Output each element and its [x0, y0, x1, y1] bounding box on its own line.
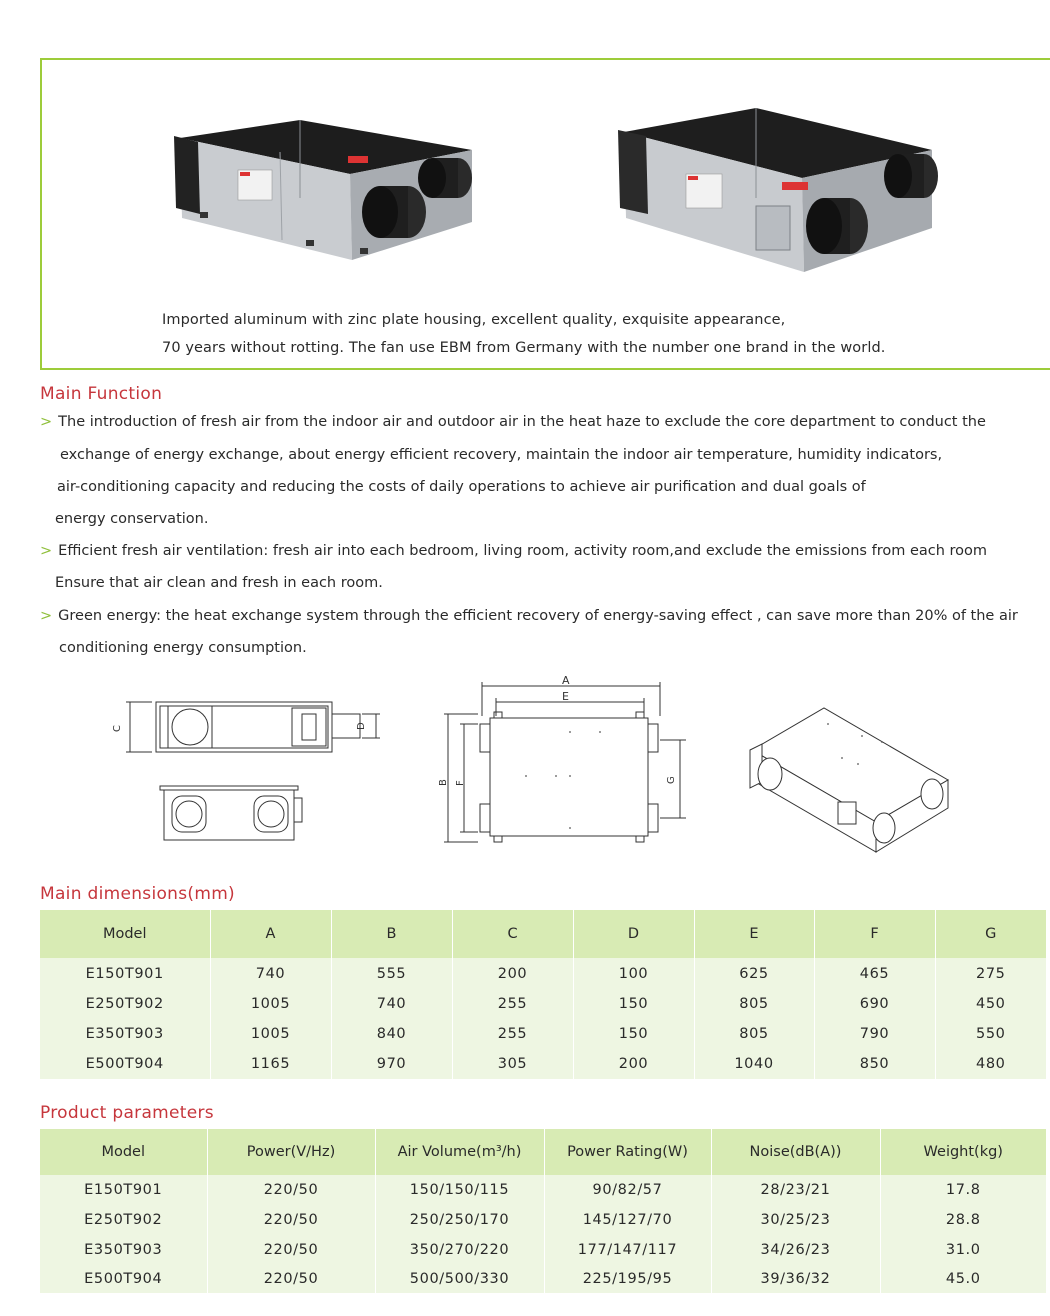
table-cell: 200: [573, 1049, 694, 1079]
dim-header-a: A: [210, 910, 331, 958]
product-photo-2: [606, 96, 942, 282]
table-cell: E350T903: [40, 1019, 210, 1049]
dim-header-c: C: [452, 910, 573, 958]
table-cell: 1005: [210, 989, 331, 1019]
table-cell: 220/50: [207, 1235, 375, 1264]
table-cell: E500T904: [40, 1049, 210, 1079]
table-row: [40, 1205, 1046, 1235]
table-cell: 255: [452, 1019, 573, 1049]
intro-caption-line2: 70 years without rotting. The fan use EBM from Germany with the number one brand in the world.: [162, 340, 886, 356]
table-row: [40, 1175, 1046, 1205]
table-cell: 255: [452, 989, 573, 1019]
table-cell: 30/25/23: [711, 1205, 880, 1235]
table-row: [40, 1264, 1046, 1293]
table-cell: 100: [573, 958, 694, 989]
dimensions-title: Main dimensions(mm): [40, 884, 235, 904]
table-cell: 500/500/330: [375, 1264, 544, 1293]
table-cell: 740: [210, 958, 331, 989]
parameters-header-row: [40, 1129, 1046, 1175]
bullet-3: [40, 608, 1018, 624]
parameters-title: Product parameters: [40, 1103, 214, 1123]
bullet-2: [40, 543, 987, 559]
bullet-2-line-1: Efficient fresh air ventilation: fresh air into each bedroom, living room, activity room,and exclude the emissions from each room: [58, 543, 988, 559]
dim-header-d: D: [573, 910, 694, 958]
main-function-title: Main Function: [40, 384, 163, 404]
table-row: [40, 989, 1046, 1019]
side-view-drawing: [112, 692, 392, 852]
bullet-1-line-2: exchange of energy exchange, about energy efficient recovery, maintain the indoor air temperature, humidity indicators,: [60, 447, 943, 463]
table-cell: 200: [452, 958, 573, 989]
table-cell: 970: [331, 1049, 452, 1079]
bullet-marker: >: [40, 414, 53, 430]
table-cell: 465: [814, 958, 935, 989]
table-cell: 28.8: [945, 1212, 981, 1228]
bullet-2-line-2: Ensure that air clean and fresh in each room.: [55, 575, 383, 591]
intro-caption-line1: Imported aluminum with zinc plate housing, excellent quality, exquisite appearance,: [162, 312, 786, 328]
table-cell: 45.0: [945, 1270, 981, 1287]
table-cell: 555: [331, 958, 452, 989]
table-cell: 250/250/170: [375, 1205, 544, 1235]
table-cell: 1165: [210, 1049, 331, 1079]
table-row: [40, 1049, 1046, 1079]
label-f: F: [455, 780, 466, 786]
label-a: A: [562, 674, 570, 687]
dim-header-b: B: [331, 910, 452, 958]
label-g: G: [666, 776, 677, 784]
table-cell: 1040: [694, 1049, 814, 1079]
table-cell: E150T901: [40, 958, 210, 989]
param-header-air-volume: Air Volume(m³/h): [375, 1129, 544, 1175]
table-cell: E250T902: [40, 989, 210, 1019]
table-row: [40, 1235, 1046, 1264]
table-cell: E250T902: [40, 1205, 207, 1235]
bullet-marker: >: [40, 608, 53, 624]
top-view-drawing: [430, 672, 700, 852]
table-cell: 177/147/117: [544, 1235, 711, 1264]
label-e: E: [562, 690, 569, 703]
bullet-1-line-3: air-conditioning capacity and reducing the costs of daily operations to achieve air purification and dual goals of: [57, 479, 866, 495]
dim-header-model: Model: [40, 910, 210, 958]
label-d: D: [356, 722, 367, 730]
table-cell: 350/270/220: [375, 1235, 544, 1264]
bullet-1-line-4: energy conservation.: [55, 511, 209, 527]
table-cell: 39/36/32: [711, 1264, 880, 1293]
table-cell: 305: [452, 1049, 573, 1079]
table-row: [40, 958, 1046, 989]
param-header-power-rating: Power Rating(W): [544, 1129, 711, 1175]
table-cell: 805: [694, 989, 814, 1019]
table-cell: 480: [976, 1056, 1006, 1072]
table-cell: 34/26/23: [711, 1235, 880, 1264]
param-header-model: Model: [40, 1129, 207, 1175]
dimensions-header-row: [40, 910, 1046, 958]
table-cell: 17.8: [945, 1182, 981, 1198]
table-cell: 805: [694, 1019, 814, 1049]
table-cell: 450: [976, 996, 1006, 1012]
table-cell: 220/50: [207, 1175, 375, 1205]
bullet-1: [40, 414, 986, 430]
bullet-3-line-2: conditioning energy consumption.: [59, 640, 307, 656]
dim-header-f: F: [814, 910, 935, 958]
table-cell: 150: [573, 989, 694, 1019]
table-cell: 850: [814, 1049, 935, 1079]
table-cell: 28/23/21: [711, 1175, 880, 1205]
table-cell: 220/50: [207, 1264, 375, 1293]
param-header-power: Power(V/Hz): [207, 1129, 375, 1175]
table-row: [40, 1019, 1046, 1049]
table-cell: 740: [331, 989, 452, 1019]
table-cell: 690: [814, 989, 935, 1019]
param-header-noise: Noise(dB(A)): [711, 1129, 880, 1175]
table-cell: E350T903: [40, 1235, 207, 1264]
table-cell: 840: [331, 1019, 452, 1049]
dimensions-table: [40, 910, 1046, 1079]
table-cell: 31.0: [945, 1241, 981, 1258]
table-cell: 625: [694, 958, 814, 989]
table-cell: 1005: [210, 1019, 331, 1049]
bullet-1-line-1: The introduction of fresh air from the indoor air and outdoor air in the heat haze to exclude the core department to conduct the: [58, 414, 986, 430]
table-cell: 550: [976, 1026, 1006, 1042]
table-cell: 790: [814, 1019, 935, 1049]
table-cell: 150: [573, 1019, 694, 1049]
isometric-view-drawing: [742, 696, 962, 858]
table-cell: 145/127/70: [544, 1205, 711, 1235]
parameters-table: [40, 1129, 1046, 1293]
table-cell: E500T904: [40, 1264, 207, 1293]
table-cell: 225/195/95: [544, 1264, 711, 1293]
table-cell: E150T901: [40, 1175, 207, 1205]
table-cell: 275: [976, 965, 1006, 982]
table-cell: 90/82/57: [544, 1175, 711, 1205]
bullet-marker: >: [40, 543, 53, 559]
label-b: B: [438, 779, 449, 786]
product-photo-1: [160, 100, 480, 280]
table-cell: 150/150/115: [375, 1175, 544, 1205]
param-header-weight: Weight(kg): [923, 1144, 1003, 1160]
label-c: C: [112, 725, 123, 732]
table-cell: 220/50: [207, 1205, 375, 1235]
dim-header-g: G: [985, 926, 997, 942]
dim-header-e: E: [694, 910, 814, 958]
bullet-3-line-1: Green energy: the heat exchange system through the efficient recovery of energy-saving effect , can save more than 20% of the air: [58, 608, 1018, 624]
